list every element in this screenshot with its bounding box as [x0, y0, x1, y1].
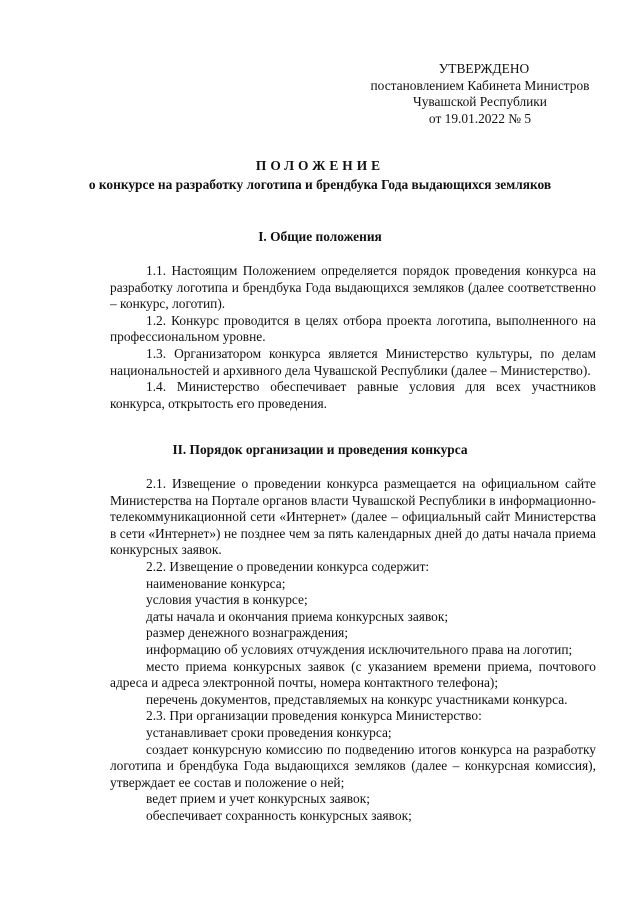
- document-title: ПОЛОЖЕНИЕ: [255, 158, 385, 173]
- paragraph-1-1: 1.1. Настоящим Положением определяется порядок проведения конкурса на разработку логотипа и брендбука Года выдающихся земляков (далее соответственно – конкурс, логотип).: [110, 263, 596, 312]
- approval-line-3: от 19.01.2022 № 5: [428, 110, 532, 126]
- list-item: перечень документов, представляемых на конкурс участниками конкурса.: [146, 691, 568, 707]
- list-item: даты начала и окончания приема конкурсных заявок;: [146, 608, 449, 624]
- document-subtitle: о конкурсе на разработку логотипа и брендбука Года выдающихся земляков: [88, 177, 552, 192]
- section-2-body: [110, 476, 596, 824]
- approval-line-1: постановлением Кабинета Министров: [370, 77, 590, 93]
- list-item: условия участия в конкурсе;: [146, 592, 308, 608]
- list-item: размер денежного вознаграждения;: [146, 625, 349, 641]
- approval-line-2: Чувашской Республики: [413, 94, 547, 110]
- section-2-title: II. Порядок организации и проведения конкурса: [172, 442, 468, 457]
- paragraph-2-2: 2.2. Извещение о проведении конкурса содержит:: [146, 558, 430, 574]
- paragraph-1-2: 1.2. Конкурс проводится в целях отбора проекта логотипа, выполненного на профессиональном уровне.: [110, 312, 596, 345]
- list-item: устанавливает сроки проведения конкурса;: [146, 724, 392, 740]
- paragraph-2-1: 2.1. Извещение о проведении конкурса размещается на официальном сайте Министерства на Портале органов власти Чувашской Республики в информационно-телекоммуникационной сети «Интернет» (далее – официальный сайт Министерства в сети «Интернет») не позднее чем за пять календарных дней до даты начала приема конкурсных заявок.: [110, 476, 596, 558]
- list-item: наименование конкурса;: [146, 575, 286, 591]
- list-item: создает конкурсную комиссию по подведению итогов конкурса на разработку логотипа и брендбука Года выдающихся земляков (далее – конкурсная комиссия), утверждает ее состав и положение о ней;: [110, 741, 596, 790]
- paragraph-2-3: 2.3. При организации проведения конкурса Министерство:: [146, 708, 482, 724]
- section-1-body: [110, 263, 596, 412]
- list-item: обеспечивает сохранность конкурсных заявок;: [146, 807, 412, 823]
- paragraph-1-4: 1.4. Министерство обеспечивает равные условия для всех участников конкурса, открытость его проведения.: [110, 379, 596, 411]
- approval-stamp-block: [352, 61, 608, 127]
- paragraph-1-3: 1.3. Организатором конкурса является Министерство культуры, по делам национальностей и архивного дела Чувашской Республики (далее – Министерство).: [110, 345, 596, 378]
- list-item: место приема конкурсных заявок (с указанием времени приема, почтового адреса и адреса электронной почты, номера контактного телефона);: [110, 658, 596, 691]
- approval-title: УТВЕРЖДЕНО: [438, 61, 530, 76]
- list-item: информацию об условиях отчуждения исключительного права на логотип;: [146, 641, 573, 657]
- list-item: ведет прием и учет конкурсных заявок;: [146, 791, 370, 807]
- section-1-title: I. Общие положения: [258, 229, 382, 244]
